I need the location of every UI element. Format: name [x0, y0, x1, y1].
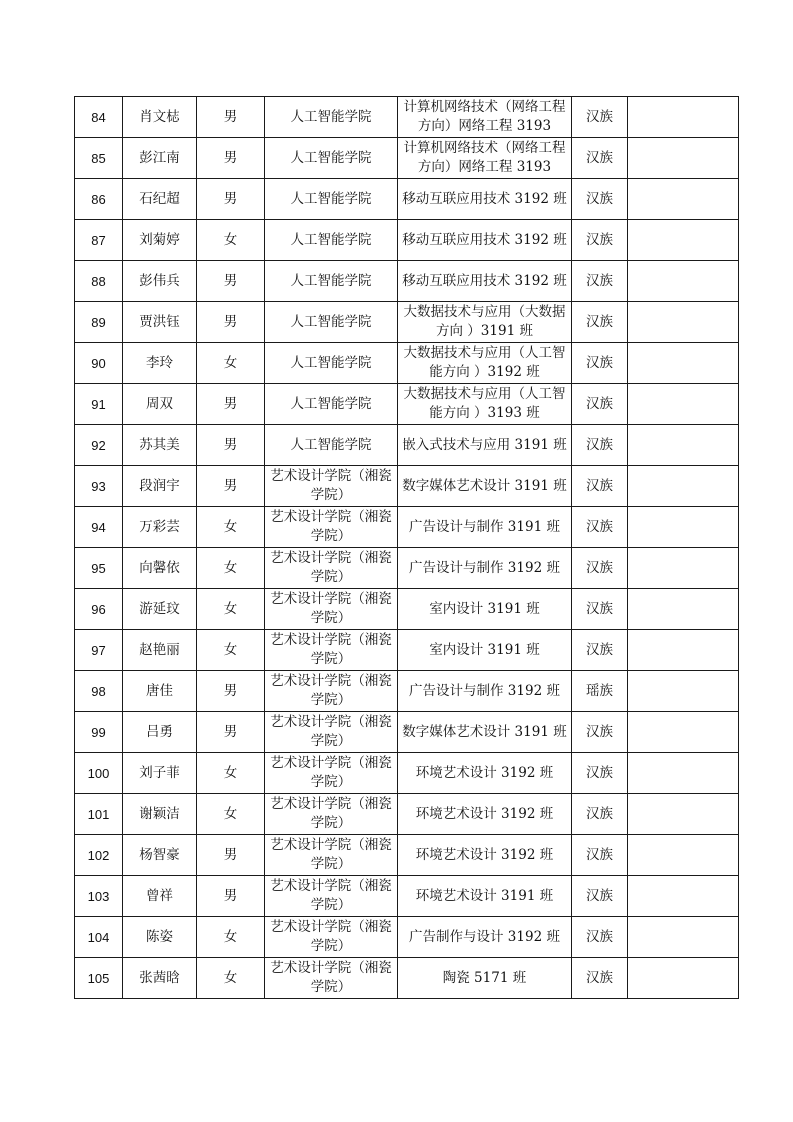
- gender-cell: 男: [197, 671, 265, 712]
- gender-cell: 男: [197, 425, 265, 466]
- ethnicity-cell: 汉族: [572, 753, 628, 794]
- major-class-cell: 移动互联应用技术 3192 班: [398, 220, 572, 261]
- gender-cell: 女: [197, 548, 265, 589]
- gender-cell: 男: [197, 876, 265, 917]
- remarks-cell: [628, 794, 739, 835]
- major-class-cell: 环境艺术设计 3192 班: [398, 794, 572, 835]
- major-class-cell: 广告设计与制作 3192 班: [398, 671, 572, 712]
- ethnicity-cell: 汉族: [572, 548, 628, 589]
- gender-cell: 男: [197, 835, 265, 876]
- table-row: [75, 425, 739, 466]
- student-name-cell: 游延玟: [123, 589, 197, 630]
- row-number-cell: 92: [75, 425, 123, 466]
- college-cell: 艺术设计学院（湘瓷学院）: [265, 712, 398, 753]
- major-class-cell: 广告设计与制作 3192 班: [398, 548, 572, 589]
- major-class-cell: 大数据技术与应用（人工智能方向 ）3192 班: [398, 343, 572, 384]
- table-row: [75, 671, 739, 712]
- major-class-cell: 大数据技术与应用（大数据方向 ）3191 班: [398, 302, 572, 343]
- college-cell: 人工智能学院: [265, 302, 398, 343]
- row-number-cell: 90: [75, 343, 123, 384]
- gender-cell: 女: [197, 753, 265, 794]
- gender-cell: 男: [197, 712, 265, 753]
- table-row: [75, 138, 739, 179]
- row-number-cell: 91: [75, 384, 123, 425]
- row-number-cell: 101: [75, 794, 123, 835]
- gender-cell: 男: [197, 97, 265, 138]
- student-roster-table: [74, 96, 739, 999]
- table-row: [75, 261, 739, 302]
- table-row: [75, 589, 739, 630]
- gender-cell: 女: [197, 958, 265, 999]
- table-row: [75, 179, 739, 220]
- row-number-cell: 86: [75, 179, 123, 220]
- student-name-cell: 吕勇: [123, 712, 197, 753]
- ethnicity-cell: 汉族: [572, 712, 628, 753]
- remarks-cell: [628, 138, 739, 179]
- ethnicity-cell: 汉族: [572, 384, 628, 425]
- gender-cell: 男: [197, 179, 265, 220]
- ethnicity-cell: 汉族: [572, 958, 628, 999]
- college-cell: 艺术设计学院（湘瓷学院）: [265, 876, 398, 917]
- major-class-cell: 嵌入式技术与应用 3191 班: [398, 425, 572, 466]
- gender-cell: 女: [197, 630, 265, 671]
- row-number-cell: 96: [75, 589, 123, 630]
- college-cell: 艺术设计学院（湘瓷学院）: [265, 630, 398, 671]
- remarks-cell: [628, 958, 739, 999]
- college-cell: 艺术设计学院（湘瓷学院）: [265, 958, 398, 999]
- gender-cell: 女: [197, 794, 265, 835]
- student-name-cell: 杨智豪: [123, 835, 197, 876]
- college-cell: 人工智能学院: [265, 179, 398, 220]
- college-cell: 艺术设计学院（湘瓷学院）: [265, 589, 398, 630]
- student-name-cell: 苏其美: [123, 425, 197, 466]
- row-number-cell: 104: [75, 917, 123, 958]
- row-number-cell: 88: [75, 261, 123, 302]
- college-cell: 人工智能学院: [265, 220, 398, 261]
- table-row: [75, 794, 739, 835]
- college-cell: 人工智能学院: [265, 138, 398, 179]
- major-class-cell: 陶瓷 5171 班: [398, 958, 572, 999]
- row-number-cell: 103: [75, 876, 123, 917]
- major-class-cell: 广告设计与制作 3191 班: [398, 507, 572, 548]
- remarks-cell: [628, 466, 739, 507]
- remarks-cell: [628, 220, 739, 261]
- ethnicity-cell: 汉族: [572, 917, 628, 958]
- ethnicity-cell: 汉族: [572, 302, 628, 343]
- major-class-cell: 环境艺术设计 3191 班: [398, 876, 572, 917]
- ethnicity-cell: 汉族: [572, 261, 628, 302]
- roster-body: [75, 97, 739, 999]
- ethnicity-cell: 汉族: [572, 179, 628, 220]
- remarks-cell: [628, 630, 739, 671]
- ethnicity-cell: 汉族: [572, 507, 628, 548]
- table-row: [75, 507, 739, 548]
- gender-cell: 女: [197, 589, 265, 630]
- row-number-cell: 93: [75, 466, 123, 507]
- table-row: [75, 753, 739, 794]
- ethnicity-cell: 瑶族: [572, 671, 628, 712]
- college-cell: 艺术设计学院（湘瓷学院）: [265, 753, 398, 794]
- college-cell: 艺术设计学院（湘瓷学院）: [265, 466, 398, 507]
- student-name-cell: 万彩芸: [123, 507, 197, 548]
- table-row: [75, 876, 739, 917]
- major-class-cell: 广告制作与设计 3192 班: [398, 917, 572, 958]
- table-row: [75, 220, 739, 261]
- remarks-cell: [628, 712, 739, 753]
- student-name-cell: 赵艳丽: [123, 630, 197, 671]
- ethnicity-cell: 汉族: [572, 220, 628, 261]
- row-number-cell: 102: [75, 835, 123, 876]
- gender-cell: 男: [197, 466, 265, 507]
- student-name-cell: 陈姿: [123, 917, 197, 958]
- table-row: [75, 466, 739, 507]
- table-row: [75, 384, 739, 425]
- remarks-cell: [628, 343, 739, 384]
- major-class-cell: 室内设计 3191 班: [398, 630, 572, 671]
- row-number-cell: 87: [75, 220, 123, 261]
- row-number-cell: 97: [75, 630, 123, 671]
- gender-cell: 男: [197, 384, 265, 425]
- row-number-cell: 99: [75, 712, 123, 753]
- student-name-cell: 彭江南: [123, 138, 197, 179]
- ethnicity-cell: 汉族: [572, 466, 628, 507]
- student-name-cell: 张茜晗: [123, 958, 197, 999]
- table-row: [75, 958, 739, 999]
- major-class-cell: 数字媒体艺术设计 3191 班: [398, 712, 572, 753]
- major-class-cell: 大数据技术与应用（人工智能方向 ）3193 班: [398, 384, 572, 425]
- row-number-cell: 105: [75, 958, 123, 999]
- table-row: [75, 302, 739, 343]
- student-name-cell: 谢颖洁: [123, 794, 197, 835]
- row-number-cell: 98: [75, 671, 123, 712]
- major-class-cell: 环境艺术设计 3192 班: [398, 835, 572, 876]
- row-number-cell: 84: [75, 97, 123, 138]
- table-row: [75, 712, 739, 753]
- major-class-cell: 数字媒体艺术设计 3191 班: [398, 466, 572, 507]
- remarks-cell: [628, 835, 739, 876]
- college-cell: 艺术设计学院（湘瓷学院）: [265, 835, 398, 876]
- table-row: [75, 97, 739, 138]
- student-name-cell: 曾祥: [123, 876, 197, 917]
- major-class-cell: 计算机网络技术（网络工程方向）网络工程 3193: [398, 138, 572, 179]
- gender-cell: 女: [197, 507, 265, 548]
- remarks-cell: [628, 507, 739, 548]
- college-cell: 人工智能学院: [265, 343, 398, 384]
- college-cell: 人工智能学院: [265, 97, 398, 138]
- remarks-cell: [628, 548, 739, 589]
- major-class-cell: 环境艺术设计 3192 班: [398, 753, 572, 794]
- ethnicity-cell: 汉族: [572, 835, 628, 876]
- college-cell: 人工智能学院: [265, 384, 398, 425]
- remarks-cell: [628, 384, 739, 425]
- row-number-cell: 95: [75, 548, 123, 589]
- college-cell: 艺术设计学院（湘瓷学院）: [265, 917, 398, 958]
- ethnicity-cell: 汉族: [572, 343, 628, 384]
- major-class-cell: 移动互联应用技术 3192 班: [398, 261, 572, 302]
- ethnicity-cell: 汉族: [572, 97, 628, 138]
- college-cell: 艺术设计学院（湘瓷学院）: [265, 794, 398, 835]
- student-name-cell: 段润宇: [123, 466, 197, 507]
- ethnicity-cell: 汉族: [572, 138, 628, 179]
- remarks-cell: [628, 917, 739, 958]
- remarks-cell: [628, 876, 739, 917]
- ethnicity-cell: 汉族: [572, 630, 628, 671]
- remarks-cell: [628, 302, 739, 343]
- remarks-cell: [628, 425, 739, 466]
- student-name-cell: 刘子菲: [123, 753, 197, 794]
- ethnicity-cell: 汉族: [572, 794, 628, 835]
- gender-cell: 女: [197, 220, 265, 261]
- table-row: [75, 835, 739, 876]
- student-name-cell: 李玲: [123, 343, 197, 384]
- row-number-cell: 89: [75, 302, 123, 343]
- college-cell: 人工智能学院: [265, 425, 398, 466]
- major-class-cell: 计算机网络技术（网络工程方向）网络工程 3193: [398, 97, 572, 138]
- remarks-cell: [628, 753, 739, 794]
- student-name-cell: 贾洪钰: [123, 302, 197, 343]
- row-number-cell: 85: [75, 138, 123, 179]
- remarks-cell: [628, 671, 739, 712]
- major-class-cell: 移动互联应用技术 3192 班: [398, 179, 572, 220]
- college-cell: 人工智能学院: [265, 261, 398, 302]
- table-row: [75, 548, 739, 589]
- table-row: [75, 630, 739, 671]
- student-name-cell: 向馨依: [123, 548, 197, 589]
- remarks-cell: [628, 261, 739, 302]
- major-class-cell: 室内设计 3191 班: [398, 589, 572, 630]
- table-row: [75, 343, 739, 384]
- gender-cell: 男: [197, 261, 265, 302]
- student-name-cell: 石纪超: [123, 179, 197, 220]
- college-cell: 艺术设计学院（湘瓷学院）: [265, 671, 398, 712]
- remarks-cell: [628, 97, 739, 138]
- gender-cell: 女: [197, 343, 265, 384]
- student-name-cell: 刘菊婷: [123, 220, 197, 261]
- remarks-cell: [628, 179, 739, 220]
- college-cell: 艺术设计学院（湘瓷学院）: [265, 548, 398, 589]
- gender-cell: 女: [197, 917, 265, 958]
- ethnicity-cell: 汉族: [572, 876, 628, 917]
- gender-cell: 男: [197, 302, 265, 343]
- ethnicity-cell: 汉族: [572, 589, 628, 630]
- student-name-cell: 唐佳: [123, 671, 197, 712]
- remarks-cell: [628, 589, 739, 630]
- student-name-cell: 肖文梽: [123, 97, 197, 138]
- row-number-cell: 100: [75, 753, 123, 794]
- student-name-cell: 周双: [123, 384, 197, 425]
- gender-cell: 男: [197, 138, 265, 179]
- college-cell: 艺术设计学院（湘瓷学院）: [265, 507, 398, 548]
- row-number-cell: 94: [75, 507, 123, 548]
- table-row: [75, 917, 739, 958]
- ethnicity-cell: 汉族: [572, 425, 628, 466]
- student-name-cell: 彭伟兵: [123, 261, 197, 302]
